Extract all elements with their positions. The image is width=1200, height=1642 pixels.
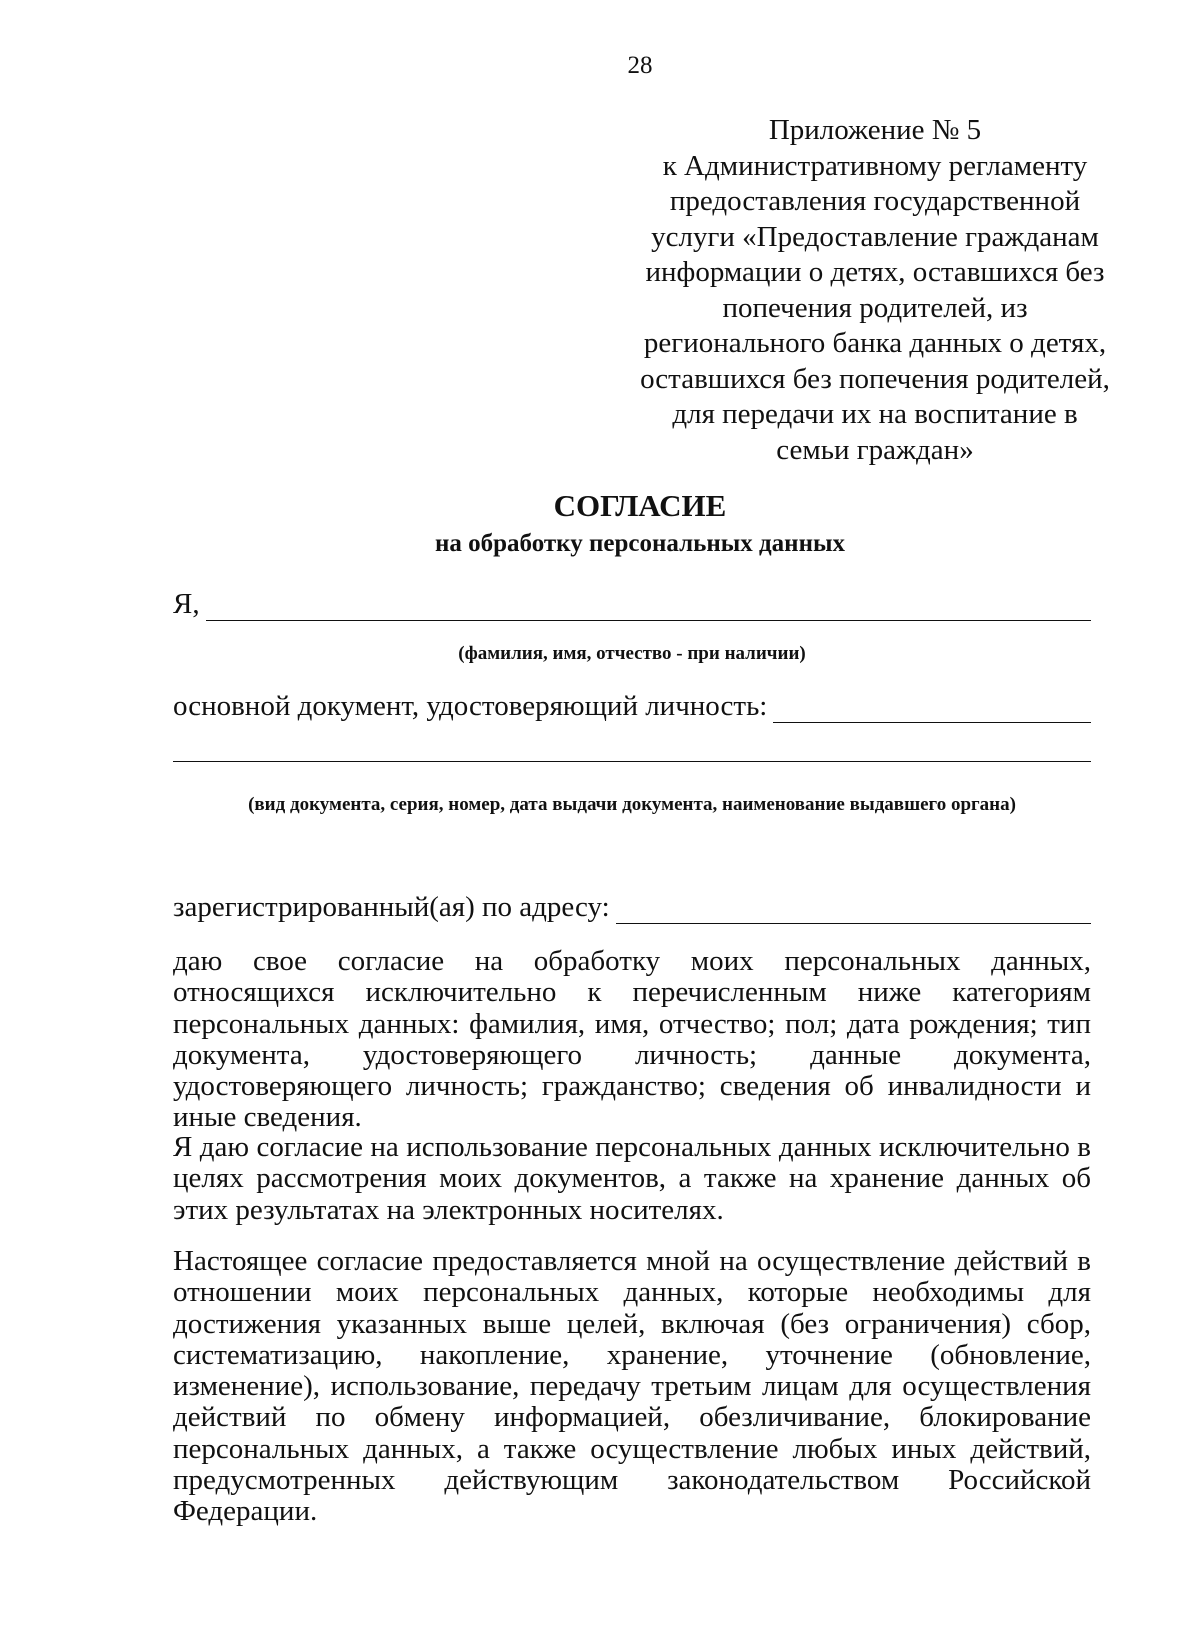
document-blank-line[interactable]	[773, 698, 1091, 723]
consent-paragraph: даю свое согласие на обработку моих персональных данных, относящихся исключительно к перечисленным ниже категориям персональных данных: фамилия, имя, отчество; пол; дата рождения; тип документа, удостоверяющего личность; данные документа, удостоверяющего личность; гражданство; сведения об инвалидности и иные сведения.	[173, 945, 1091, 1134]
appendix-line: услуги «Предоставление гражданам	[651, 220, 1099, 253]
name-field-row	[173, 588, 1091, 621]
appendix-line: к Административному регламенту	[662, 149, 1088, 182]
appendix-line: попечения родителей, из	[722, 291, 1028, 324]
appendix-line: информации о детях, оставшихся без	[645, 256, 1105, 288]
document-blank-line-2[interactable]	[173, 761, 1091, 762]
document-subtitle: на обработку персональных данных	[435, 530, 845, 557]
appendix-line: для передачи их на воспитание в	[672, 398, 1078, 430]
document-field-row	[173, 690, 1091, 723]
appendix-line: Приложение № 5	[768, 114, 982, 146]
page-number: 28	[627, 52, 653, 79]
document-title: СОГЛАСИЕ	[553, 488, 727, 523]
document-hint: (вид документа, серия, номер, дата выдачи документа, наименование выдавшего органа)	[248, 794, 1016, 815]
appendix-line: регионального банка данных о детях,	[643, 327, 1107, 359]
appendix-line: оставшихся без попечения родителей,	[640, 362, 1110, 395]
actions-paragraph: Настоящее согласие предоставляется мной на осуществление действий в отношении моих персональных данных, которые необходимы для достижения указанных выше целей, включая (без ограничения) сбор, систематизацию, накопление, хранение, уточнение (обновление, изменение), использование, передачу третьим лицам для осуществления действий по обмену информацией, обезличивание, блокирование персональных данных, а также осуществление любых иных действий, предусмотренных действующим законодательством Российской Федерации.	[173, 1245, 1091, 1528]
usage-paragraph: Я даю согласие на использование персональных данных исключительно в целях рассмотрения моих документов, а также на хранение данных об этих результатах на электронных носителях.	[173, 1131, 1091, 1226]
name-blank-line[interactable]	[206, 596, 1091, 621]
address-label: зарегистрированный(ая) по адресу:	[173, 891, 610, 923]
address-blank-line[interactable]	[616, 899, 1091, 924]
appendix-reference	[640, 113, 1110, 468]
appendix-line: предоставления государственной	[669, 185, 1081, 217]
document-label: основной документ, удостоверяющий личность:	[173, 690, 768, 722]
address-field-row	[173, 891, 1091, 924]
appendix-line: семьи граждан»	[776, 433, 974, 466]
name-hint: (фамилия, имя, отчество - при наличии)	[458, 643, 806, 664]
name-label: Я,	[173, 588, 200, 620]
